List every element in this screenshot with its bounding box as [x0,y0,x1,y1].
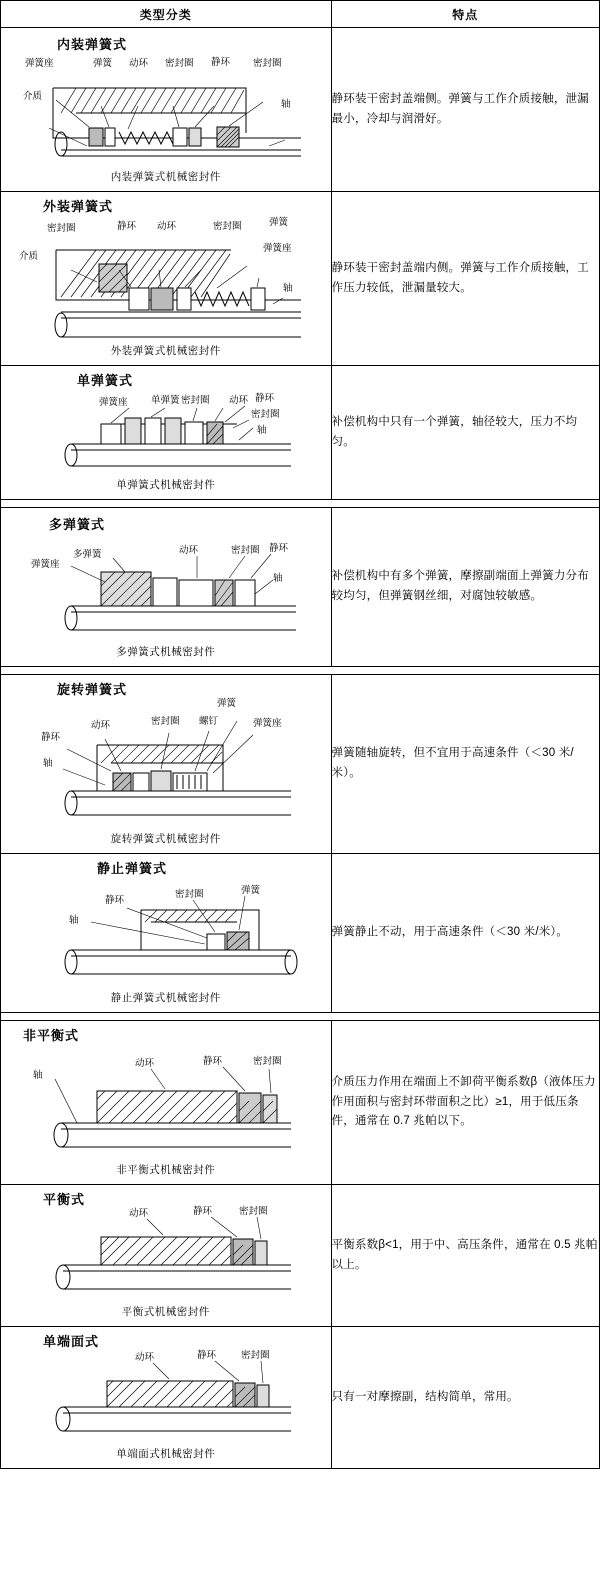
figure-cell-feipingheng [1,1021,332,1185]
label-spring: 弹簧 [217,698,237,709]
desc-duotanhuang: 补偿机构中有多个弹簧，摩擦副端面上弹簧力分布较均匀，但弹簧钢丝细，对腐蚀较敏感。 [331,508,599,667]
figure-caption-waizhuang: 外装弹簧式机械密封件 [110,345,221,357]
figure-caption-danduanmian: 单端面式机械密封件 [116,1448,216,1460]
label-seal-ring-1: 密封圈 [47,223,76,234]
label-spring: 弹簧 [269,217,289,228]
label-rotating-ring: 动环 [91,720,111,731]
label-rotating-ring: 动环 [157,221,177,232]
label-seal-ring: 密封圈 [151,716,180,727]
desc-xuanzhuan: 弹簧随轴旋转，但不宜用于高速条件（＜30 米/米）。 [331,675,599,854]
figure-caption-dantanhuang: 单弹簧式机械密封件 [116,479,216,491]
label-shaft: 轴 [273,573,283,584]
figure-cell-pingheng [1,1185,332,1327]
figure-cell-xuanzhuan [1,675,332,854]
label-static-ring: 静环 [203,1056,223,1067]
label-seal-ring: 密封圈 [175,889,204,900]
figure-cell-neizhuang [1,28,332,192]
figure-title-neizhuang: 内装弹簧式 [57,38,128,53]
label-seal-ring: 密封圈 [241,1350,270,1361]
desc-jingzhi: 弹簧静止不动，用于高速条件（＜30 米/米）。 [331,854,599,1013]
figure-cell-duotanhuang [1,508,332,667]
label-medium: 介质 [23,91,43,102]
figure-caption-feipingheng: 非平衡式机械密封件 [116,1164,216,1176]
diagram-feipingheng [1,1021,329,1161]
diagram-waizhuang [1,192,329,342]
label-shaft: 轴 [69,915,79,926]
label-seal-ring: 密封圈 [231,545,260,556]
table-row [1,192,600,366]
header-features: 特点 [331,1,599,28]
desc-danduanmian: 只有一对摩擦副，结构简单，常用。 [331,1327,599,1469]
label-spring-seat: 弹簧座 [253,718,282,729]
figure-caption-jingzhi: 静止弹簧式机械密封件 [110,992,221,1004]
label-spring-seat: 弹簧座 [99,397,128,408]
label-rotating-ring: 动环 [135,1352,155,1363]
label-rotating-ring: 动环 [229,395,249,406]
label-shaft: 轴 [281,99,291,110]
label-medium: 介质 [19,251,39,262]
label-spring-seat: 弹簧座 [25,58,54,69]
label-spring-seat: 弹簧座 [263,243,292,254]
diagram-pingheng [1,1185,329,1303]
table-row [1,508,600,667]
label-shaft: 轴 [257,425,267,436]
label-seal-ring-2: 密封圈 [213,221,242,232]
figure-title-danduanmian: 单端面式 [43,1335,100,1350]
figure-cell-waizhuang [1,192,332,366]
label-static-ring: 静环 [193,1206,213,1217]
label-seal-ring-2: 密封圈 [253,58,282,69]
label-rotating-ring: 动环 [179,545,199,556]
label-rotating-ring: 动环 [129,1208,149,1219]
label-static-ring: 静环 [105,895,125,906]
table-row [1,28,600,192]
label-seal-ring-1: 密封圈 [165,58,194,69]
label-static-ring: 静环 [117,221,137,232]
table-row [1,854,600,1013]
figure-title-waizhuang: 外装弹簧式 [43,200,114,215]
section-separator [1,1013,600,1021]
figure-caption-neizhuang: 内装弹簧式机械密封件 [110,171,221,183]
label-rotating-ring: 动环 [135,1058,155,1069]
label-seal-ring-2: 密封圈 [251,409,280,420]
figure-title-xuanzhuan: 旋转弹簧式 [57,683,128,698]
figure-title-dantanhuang: 单弹簧式 [77,374,134,389]
figure-title-jingzhi: 静止弹簧式 [97,862,168,877]
label-shaft: 轴 [43,758,53,769]
table-row [1,1021,600,1185]
label-static-ring: 静环 [255,393,275,404]
diagram-dantanhuang [1,366,329,476]
label-spring: 弹簧 [93,58,113,69]
desc-feipingheng: 介质压力作用在端面上不卸荷平衡系数β（液体压力作用面积与密封环带面积之比）≥1，用于低压条件，通常在 0.7 兆帕以下。 [331,1021,599,1185]
table-row [1,1327,600,1469]
label-rotating-ring: 动环 [129,58,149,69]
label-multi-spring: 多弹簧 [73,549,102,560]
figure-cell-dantanhuang [1,366,332,500]
label-spring: 弹簧 [241,885,261,896]
table-row [1,366,600,500]
section-separator [1,667,600,675]
label-seal-ring: 密封圈 [239,1206,268,1217]
label-shaft: 轴 [283,283,293,294]
desc-pingheng: 平衡系数β<1，用于中、高压条件，通常在 0.5 兆帕以上。 [331,1185,599,1327]
diagram-duotanhuang [1,508,329,643]
diagram-danduanmian [1,1327,329,1445]
label-static-ring: 静环 [197,1350,217,1361]
diagram-jingzhi [1,854,329,989]
figure-caption-xuanzhuan: 旋转弹簧式机械密封件 [110,833,221,845]
label-screw: 螺钉 [199,716,219,727]
table-row [1,675,600,854]
figure-cell-danduanmian [1,1327,332,1469]
desc-dantanhuang: 补偿机构中只有一个弹簧，轴径较大，压力不均匀。 [331,366,599,500]
label-seal-ring-1: 密封圈 [181,395,210,406]
table-row [1,1185,600,1327]
figure-title-feipingheng: 非平衡式 [23,1029,80,1044]
label-spring-seat: 弹簧座 [31,559,60,570]
figure-caption-pingheng: 平衡式机械密封件 [121,1306,210,1318]
label-seal-ring: 密封圈 [253,1056,282,1067]
label-static-ring: 静环 [41,732,61,743]
figure-caption-duotanhuang: 多弹簧式机械密封件 [116,646,216,658]
figure-cell-jingzhi [1,854,332,1013]
label-shaft: 轴 [33,1070,43,1081]
figure-title-duotanhuang: 多弹簧式 [49,518,106,533]
desc-waizhuang: 静环装干密封盖端内侧。弹簧与工作介质接触，工作压力较低，泄漏量较大。 [331,192,599,366]
header-type-classification: 类型分类 [1,1,332,28]
desc-neizhuang: 静环装干密封盖端侧。弹簧与工作介质接触，泄漏最小，冷却与润滑好。 [331,28,599,192]
table-header-row [1,1,600,28]
figure-title-pingheng: 平衡式 [43,1193,86,1208]
label-single-spring: 单弹簧 [151,395,180,406]
label-static-ring: 静环 [269,543,289,554]
label-static-ring: 静环 [211,57,231,68]
diagram-xuanzhuan [1,675,329,830]
section-separator [1,500,600,508]
diagram-neizhuang [1,28,329,168]
